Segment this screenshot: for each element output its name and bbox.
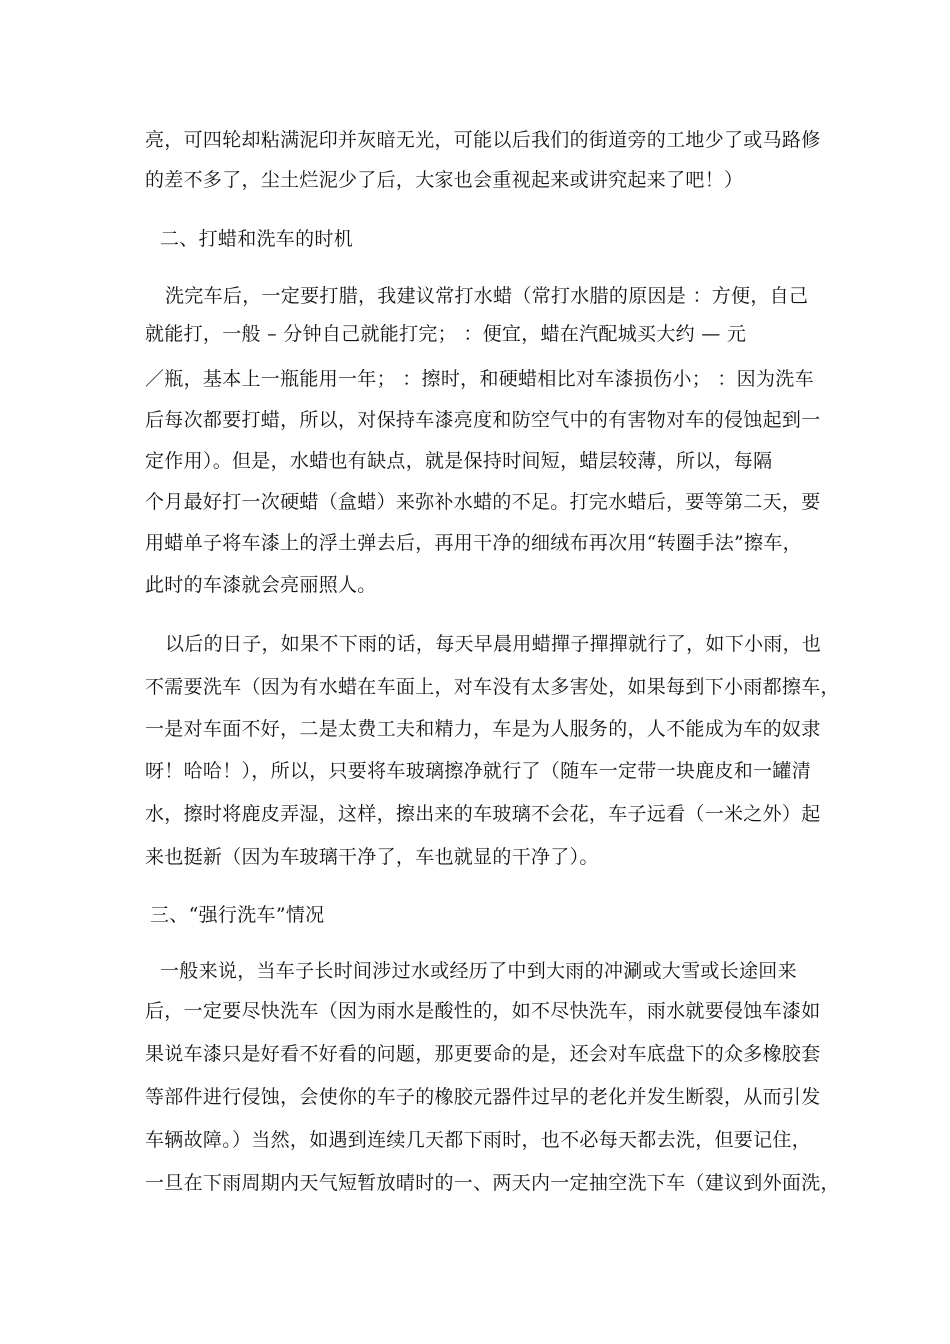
paragraph-line: 洗完车后，一定要打腊，我建议常打水蜡（常打水腊的原因是 ：方便，自己 — [165, 285, 809, 307]
paragraph-line: 等部件进行侵蚀，会使你的车子的橡胶元器件过早的老化并发生断裂，从而引发 — [145, 1086, 821, 1108]
paragraph-line: 水，擦时将鹿皮弄湿，这样，擦出来的车玻璃不会花，车子远看（一米之外）起 — [145, 803, 821, 825]
paragraph-line: 一是对车面不好，二是太费工夫和精力，车是为人服务的，人不能成为车的奴隶 — [145, 718, 821, 740]
paragraph-line: 车辆故障。）当然，如遇到连续几天都下雨时，也不必每天都去洗，但要记住， — [145, 1129, 812, 1151]
section-heading: 三、“强行洗车”情况 — [150, 904, 325, 926]
paragraph-line: 果说车漆只是好看不好看的问题，那更要命的是，还会对车底盘下的众多橡胶套 — [145, 1043, 821, 1065]
paragraph-line: 来也挺新（因为车玻璃干净了，车也就显的干净了）。 — [145, 846, 599, 868]
paragraph-line: 一旦在下雨周期内天气短暂放晴时的一、两天内一定抽空洗下车（建议到外面洗， — [145, 1172, 840, 1194]
paragraph-line: 以后的日子，如果不下雨的话，每天早晨用蜡撣子撣撣就行了，如下小雨，也 — [165, 633, 822, 655]
section-heading: 二、打蜡和洗车的时机 — [160, 228, 354, 250]
paragraph-line: 就能打，一般 – 分钟自己就能打完； ：便宜，蜡在汽配城买大约 — 元 — [145, 323, 747, 345]
paragraph-line: 不需要洗车（因为有水蜡在车面上，对车没有太多害处，如果每到下小雨都擦车， — [145, 676, 840, 698]
paragraph-line: 此时的车漆就会亮丽照人。 — [145, 574, 377, 596]
paragraph-line: 后，一定要尽快洗车（因为雨水是酸性的，如不尽快洗车，雨水就要侵蚀车漆如 — [145, 1000, 821, 1022]
paragraph-line: 一般来说，当车子长时间涉过水或经历了中到大雨的冲涮或大雪或长途回来 — [160, 960, 797, 982]
paragraph-line: 用蜡单子将车漆上的浮土弹去后，再用干净的细绒布再次用“转圈手法”擦车， — [145, 532, 802, 554]
paragraph-line: 的差不多了，尘土烂泥少了后，大家也会重视起来或讲究起来了吧！） — [145, 169, 744, 191]
paragraph-line: 呀！哈哈！），所以，只要将车玻璃擦净就行了（随车一定带一块鹿皮和一罐清 — [145, 760, 812, 782]
paragraph-line: 后每次都要打蜡，所以，对保持车漆亮度和防空气中的有害物对车的侵蚀起到一 — [145, 409, 821, 431]
paragraph-line: 定作用）。但是，水蜡也有缺点，就是保持时间短，蜡层较薄，所以，每隔 — [145, 450, 773, 472]
paragraph-line: ／瓶，基本上一瓶能用一年； ：擦时，和硬蜡相比对车漆损伤小； ：因为洗车 — [145, 368, 814, 390]
paragraph-line: 个月最好打一次硬蜡（盒蜡）来弥补水蜡的不足。打完水蜡后，要等第二天，要 — [145, 491, 821, 513]
paragraph-line: 亮，可四轮却粘满泥印并灰暗无光，可能以后我们的街道旁的工地少了或马路修 — [145, 129, 821, 151]
